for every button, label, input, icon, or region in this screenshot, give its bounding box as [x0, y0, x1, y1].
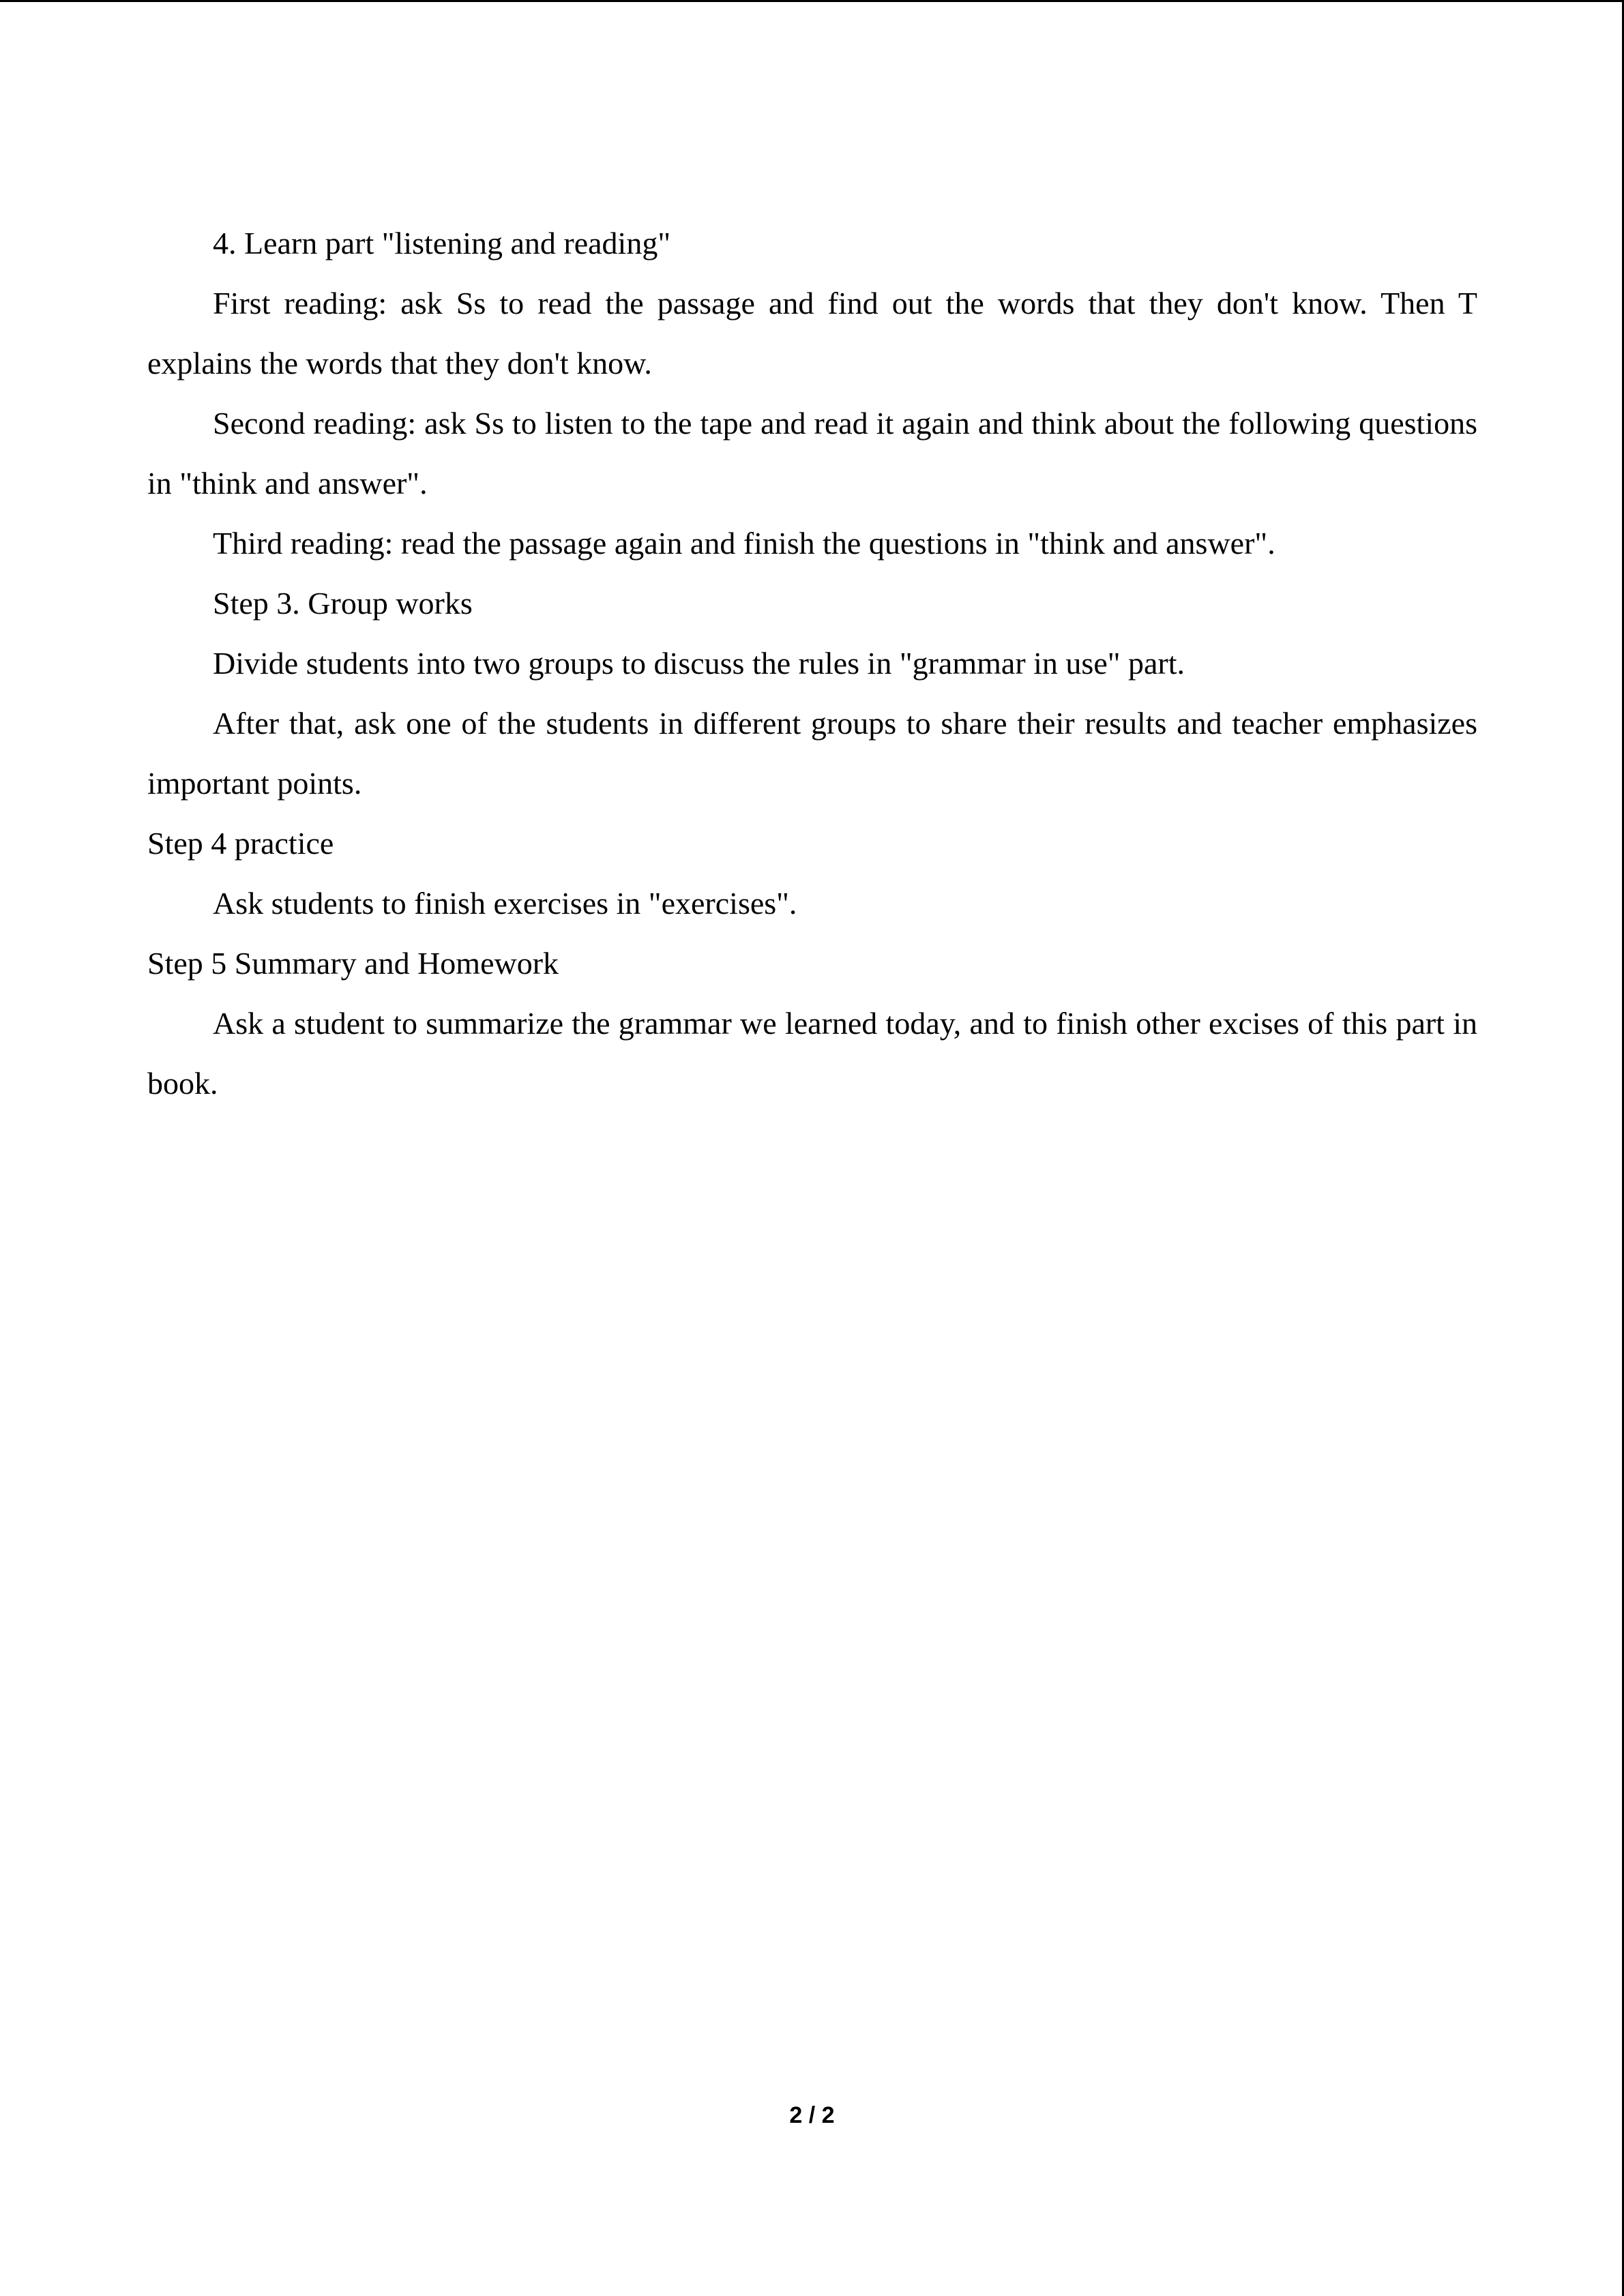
paragraph-summary: Ask a student to summarize the grammar we learned today, and to finish other excises of this part in book. — [147, 1006, 1477, 1101]
heading-step-3: Step 3. Group works — [213, 586, 473, 621]
paragraph-learn-part: 4. Learn part "listening and reading" — [213, 226, 671, 260]
paragraph-first-reading: First reading: ask Ss to read the passage and find out the words that they don't know. Then T explains the words that they don't know. — [147, 286, 1477, 381]
paragraph-after-that: After that, ask one of the students in different groups to share their results and teacher emphasizes important points. — [147, 706, 1477, 801]
paragraph-second-reading: Second reading: ask Ss to listen to the tape and read it again and think about the following questions in "think and answer". — [147, 406, 1477, 501]
heading-step-5: Step 5 Summary and Homework — [147, 946, 559, 981]
page-number: 2 / 2 — [789, 2102, 835, 2128]
paragraph-third-reading: Third reading: read the passage again and finish the questions in "think and answer". — [213, 526, 1275, 561]
document-body — [147, 213, 1477, 1114]
heading-step-4: Step 4 practice — [147, 826, 334, 861]
paragraph-exercises: Ask students to finish exercises in "exercises". — [213, 886, 797, 921]
paragraph-divide-students: Divide students into two groups to discuss the rules in "grammar in use" part. — [213, 646, 1185, 681]
